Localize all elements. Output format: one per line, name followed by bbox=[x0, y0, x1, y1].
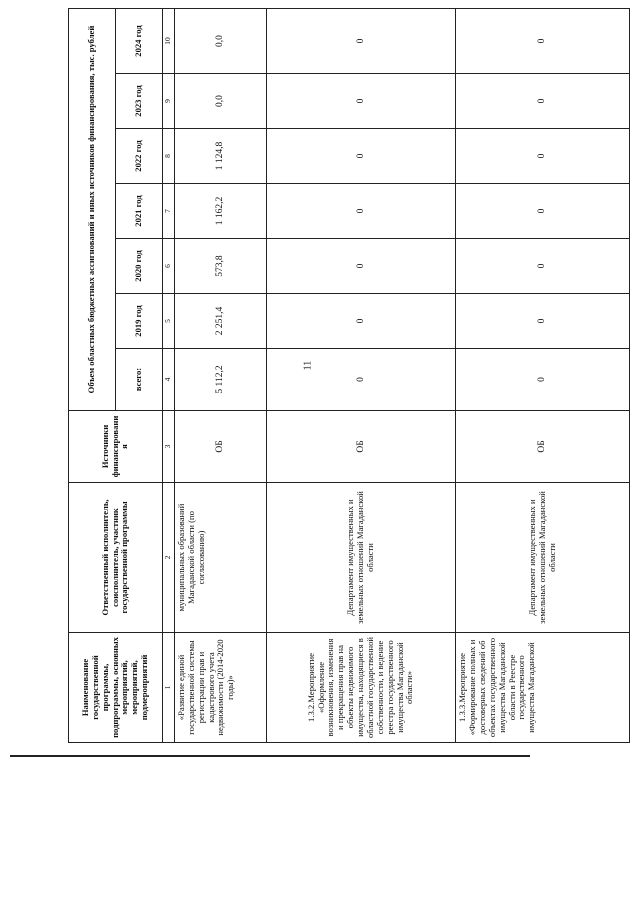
row-executor: Департамент имущественных и земельных отношений Магаданской области bbox=[266, 483, 455, 633]
column-number: 9 bbox=[163, 74, 175, 129]
row-name: 1.3.2.Мероприятие «Оформление возникновения, изменения и прекращения прав на объекты недвижимого имущества, находящиеся в областной государственной собственности, и ведение реестра государственного имущества Магаданской области» bbox=[266, 633, 455, 743]
row-source: ОБ bbox=[174, 411, 266, 483]
row-value-2020: 0 bbox=[456, 239, 630, 294]
column-number: 7 bbox=[163, 184, 175, 239]
row-value-2024: 0,0 bbox=[174, 9, 266, 74]
row-value-total: 0 bbox=[456, 349, 630, 411]
header-year-2024: 2024 год bbox=[116, 9, 163, 74]
column-number: 1 bbox=[163, 633, 175, 743]
table-row bbox=[266, 9, 455, 743]
header-year-2020: 2020 год bbox=[116, 239, 163, 294]
header-sources: Источники финансирования bbox=[69, 411, 163, 483]
horizontal-rule bbox=[10, 755, 530, 757]
row-value-2021: 0 bbox=[266, 184, 455, 239]
header-year-2022: 2022 год bbox=[116, 129, 163, 184]
row-value-2022: 0 bbox=[266, 129, 455, 184]
row-value-2023: 0,0 bbox=[174, 74, 266, 129]
row-value-2024: 0 bbox=[266, 9, 455, 74]
row-value-total: 0 bbox=[266, 349, 455, 411]
header-volume-group: Объем областных бюджетных ассигнований и иных источников финансирования, тыс. рублей bbox=[69, 9, 116, 411]
page-number: 11 bbox=[302, 360, 314, 371]
row-value-2021: 1 162,2 bbox=[174, 184, 266, 239]
row-value-2020: 573,8 bbox=[174, 239, 266, 294]
column-number: 3 bbox=[163, 411, 175, 483]
header-executor: Ответственный исполнитель, соисполнитель, участник государственной программы bbox=[69, 483, 163, 633]
header-year-2021: 2021 год bbox=[116, 184, 163, 239]
row-value-2019: 0 bbox=[456, 294, 630, 349]
row-value-2022: 1 124,8 bbox=[174, 129, 266, 184]
header-year-2023: 2023 год bbox=[116, 74, 163, 129]
rotated-page bbox=[68, 9, 640, 739]
column-number: 2 bbox=[163, 483, 175, 633]
row-value-2019: 0 bbox=[266, 294, 455, 349]
row-value-2023: 0 bbox=[266, 74, 455, 129]
row-source: ОБ bbox=[266, 411, 455, 483]
row-name: 1.3.3.Мероприятие «Формирование полных и достоверных сведений об объектах государственного имущества Магаданской области в Реестре государственного имущества Магаданской bbox=[456, 633, 630, 743]
row-name: «Развитие единой государственной системы регистрации прав и кадастрового учета недвижимости (2014-2020 годы)» bbox=[174, 633, 266, 743]
row-source: ОБ bbox=[456, 411, 630, 483]
column-number: 8 bbox=[163, 129, 175, 184]
column-number: 6 bbox=[163, 239, 175, 294]
column-number: 10 bbox=[163, 9, 175, 74]
row-value-2022: 0 bbox=[456, 129, 630, 184]
rotated-content bbox=[68, 9, 630, 743]
table-row bbox=[174, 9, 266, 743]
column-number: 5 bbox=[163, 294, 175, 349]
table-row bbox=[456, 9, 630, 743]
row-value-2021: 0 bbox=[456, 184, 630, 239]
budget-table bbox=[68, 8, 630, 743]
row-value-2020: 0 bbox=[266, 239, 455, 294]
row-executor: Департамент имущественных и земельных отношений Магаданской области bbox=[456, 483, 630, 633]
row-value-total: 5 112,2 bbox=[174, 349, 266, 411]
row-value-2024: 0 bbox=[456, 9, 630, 74]
header-name: Наименование государственной программы, подпрограммы, основных мероприятий, мероприятий, подмероприятий bbox=[69, 633, 163, 743]
header-total: всего: bbox=[116, 349, 163, 411]
column-number: 4 bbox=[163, 349, 175, 411]
row-executor: муниципальных образований Магаданской области (по согласованию) bbox=[174, 483, 266, 633]
header-year-2019: 2019 год bbox=[116, 294, 163, 349]
row-value-2023: 0 bbox=[456, 74, 630, 129]
column-number-row bbox=[163, 9, 175, 743]
row-value-2019: 2 251,4 bbox=[174, 294, 266, 349]
